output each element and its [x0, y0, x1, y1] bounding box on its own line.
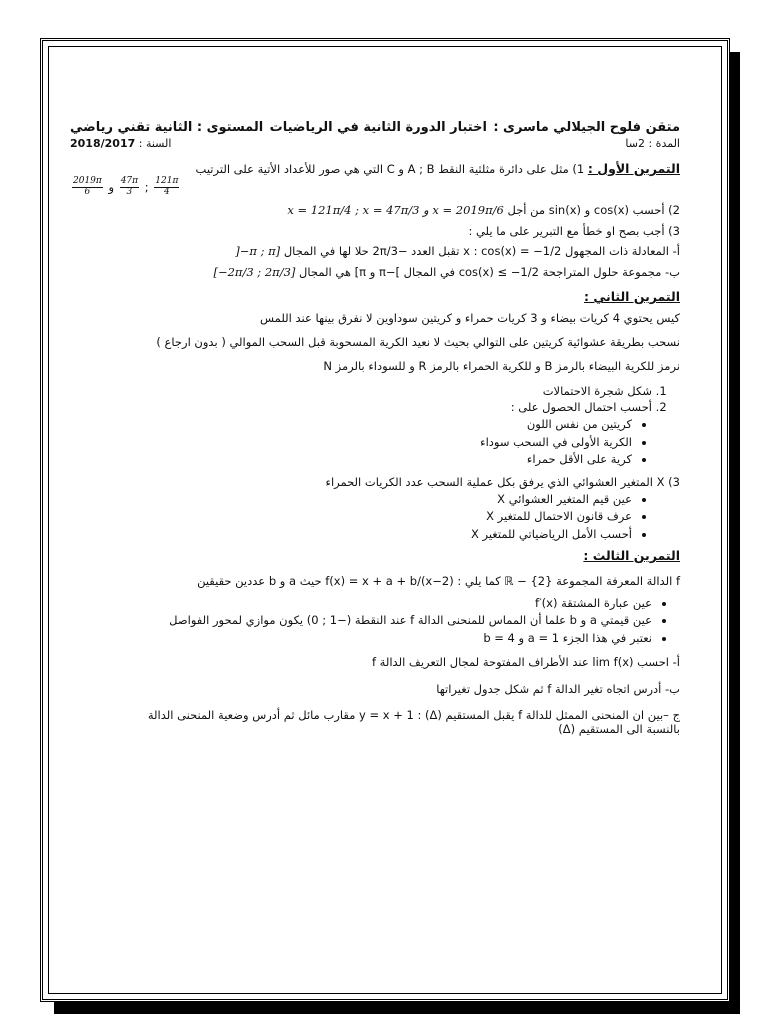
ex3-intro: f الدالة المعرفة المجموعة ℝ − {2} كما يلي : f(x) = x + a + b/(x−2) حيث a و b عددين حقيقين	[197, 573, 680, 588]
ex1-q3b-text: ب- مجموعة حلول المتراجحة cos(x) ≤ −1/2 في المجال ]−π و π] هي المجال	[299, 264, 680, 279]
ex2-p1: كيس يحتوي 4 كريات بيضاء و 3 كريات حمراء و كريتين سوداوين لا نفرق بينها عند اللمس	[260, 310, 680, 325]
ex2-questions	[70, 384, 680, 415]
ex1-q3a	[70, 244, 680, 258]
ex2-p2: نسحب بطريقة عشوائية كريتين على التوالي بحيث لا نعيد الكرية المسحوبة قبل السحب الموالي ( بدون ارجاع )	[156, 334, 680, 349]
level: المستوى : الثانية تقني رياضي	[70, 120, 264, 135]
ex2-p3: نرمز للكرية البيضاء بالرمز B و للكرية الحمراء بالرمز R و للسوداء بالرمز N	[323, 359, 680, 374]
list-item: • كريتين من نفس اللون	[70, 417, 632, 431]
year-value: 2018/2017	[70, 137, 136, 151]
ex3-qa: أ- احسب lim f(x) عند الأطراف المفتوحة لمجال التعريف الدالة f	[371, 655, 680, 670]
ex3-qc-line1: ج –بين ان المنحنى الممثل للدالة f يقبل المستقيم (Δ) : y = x + 1 مقارب مائل ثم أدرس وضعية المنحنى الدالة	[147, 707, 680, 722]
ex1-q3b	[70, 265, 680, 279]
ex1-q2	[70, 203, 680, 217]
list-item: • كرية على الأقل حمراء	[70, 452, 632, 466]
ex1-q3a-text: أ- المعادلة ذات المجهول x : cos(x) = −1/2 تقبل العدد −2π/3 حلا لها في المجال	[283, 244, 680, 259]
value-1: $\frac{2019\pi}{6}$	[73, 175, 102, 197]
ex3-qb: ب- أدرس اتجاه تغير الدالة f ثم شكل جدول تغيراتها	[436, 681, 680, 696]
list-item: • الكرية الأولى في السحب سوداء	[70, 435, 632, 449]
sep-semicolon: ;	[144, 179, 149, 194]
exercise-3-title: التمرين الثالث :	[583, 548, 680, 564]
list-item: • عين عبارة المشتقة f′(x)	[70, 596, 652, 610]
ex1-q3b-interval: [−2π/3 ; 2π/3]	[213, 264, 296, 279]
ex1-q3a-interval: ]−π ; π]	[235, 244, 281, 259]
list-item: • عين قيمتي a و b علما أن المماس للمنحنى الدالة f عند النقطة (−1 ; 0) يكون موازي لمحور الفواصل	[70, 613, 652, 627]
ex2-q3: 3) X المتغير العشوائي الذي يرفق بكل عملية السحب عدد الكريات الحمراء	[325, 474, 680, 489]
exercise-1	[70, 161, 680, 279]
ex3-bullets	[70, 596, 680, 645]
ex2-sub-questions	[70, 417, 680, 466]
ex2-q3-text: X المتغير العشوائي الذي يرفق بكل عملية السحب عدد الكريات الحمراء	[325, 474, 665, 489]
duration: المدة : 2سا	[625, 137, 680, 151]
exam-title: اختبار الدورة الثانية في الرياضيات	[269, 120, 487, 135]
list-item: • أحسب الأمل الرياضياتي للمتغير X	[70, 527, 632, 541]
exercise-1-title: التمرين الأول :	[587, 161, 680, 176]
ex3-qc-line2: بالنسبة الى المستقيم (Δ)	[558, 722, 680, 737]
exam-subheader	[70, 137, 680, 151]
exercise-2-title: التمرين الثاني :	[584, 288, 680, 304]
exam-page	[70, 120, 680, 737]
ex1-q1-values	[70, 177, 680, 198]
ex1-q3: 3) أجب بصح او خطأ مع التبرير على ما يلي :	[468, 223, 680, 238]
ex1-q2-text: 2) أحسب cos(x) و sin(x) من أجل	[507, 203, 680, 218]
exercise-2	[70, 289, 680, 541]
exam-header	[70, 120, 680, 136]
year-label: السنة :	[138, 137, 172, 151]
school-year	[70, 137, 171, 151]
value-3: $\frac{121\pi}{4}$	[155, 175, 179, 197]
list-item: • نعتبر في هذا الجزء a = 1 و b = 4	[70, 631, 652, 645]
value-2: $\frac{47\pi}{3}$	[120, 175, 139, 197]
list-item: • عين قيم المتغير العشوائي X	[70, 492, 632, 506]
ex2-q3-subs	[70, 492, 680, 541]
list-item: 2. أحسب احتمال الحصول على :	[70, 400, 652, 414]
ex1-q1: 1) مثل على دائرة مثلثية النقط A ; B و C التي هي صور للأعداد الأتية على الترتيب	[195, 162, 585, 176]
exercise-3	[70, 548, 680, 737]
list-item: • عرف قانون الاحتمال للمتغير X	[70, 509, 632, 523]
ex1-q2-values: x = 121π/4 ; x = 47π/3 و x = 2019π/6	[287, 203, 504, 218]
list-item: 1. شكل شجرة الاحتمالات	[70, 384, 652, 398]
school-name: متقن فلوح الجيلالي ماسرى :	[493, 120, 680, 135]
sep-and: و	[108, 179, 115, 194]
